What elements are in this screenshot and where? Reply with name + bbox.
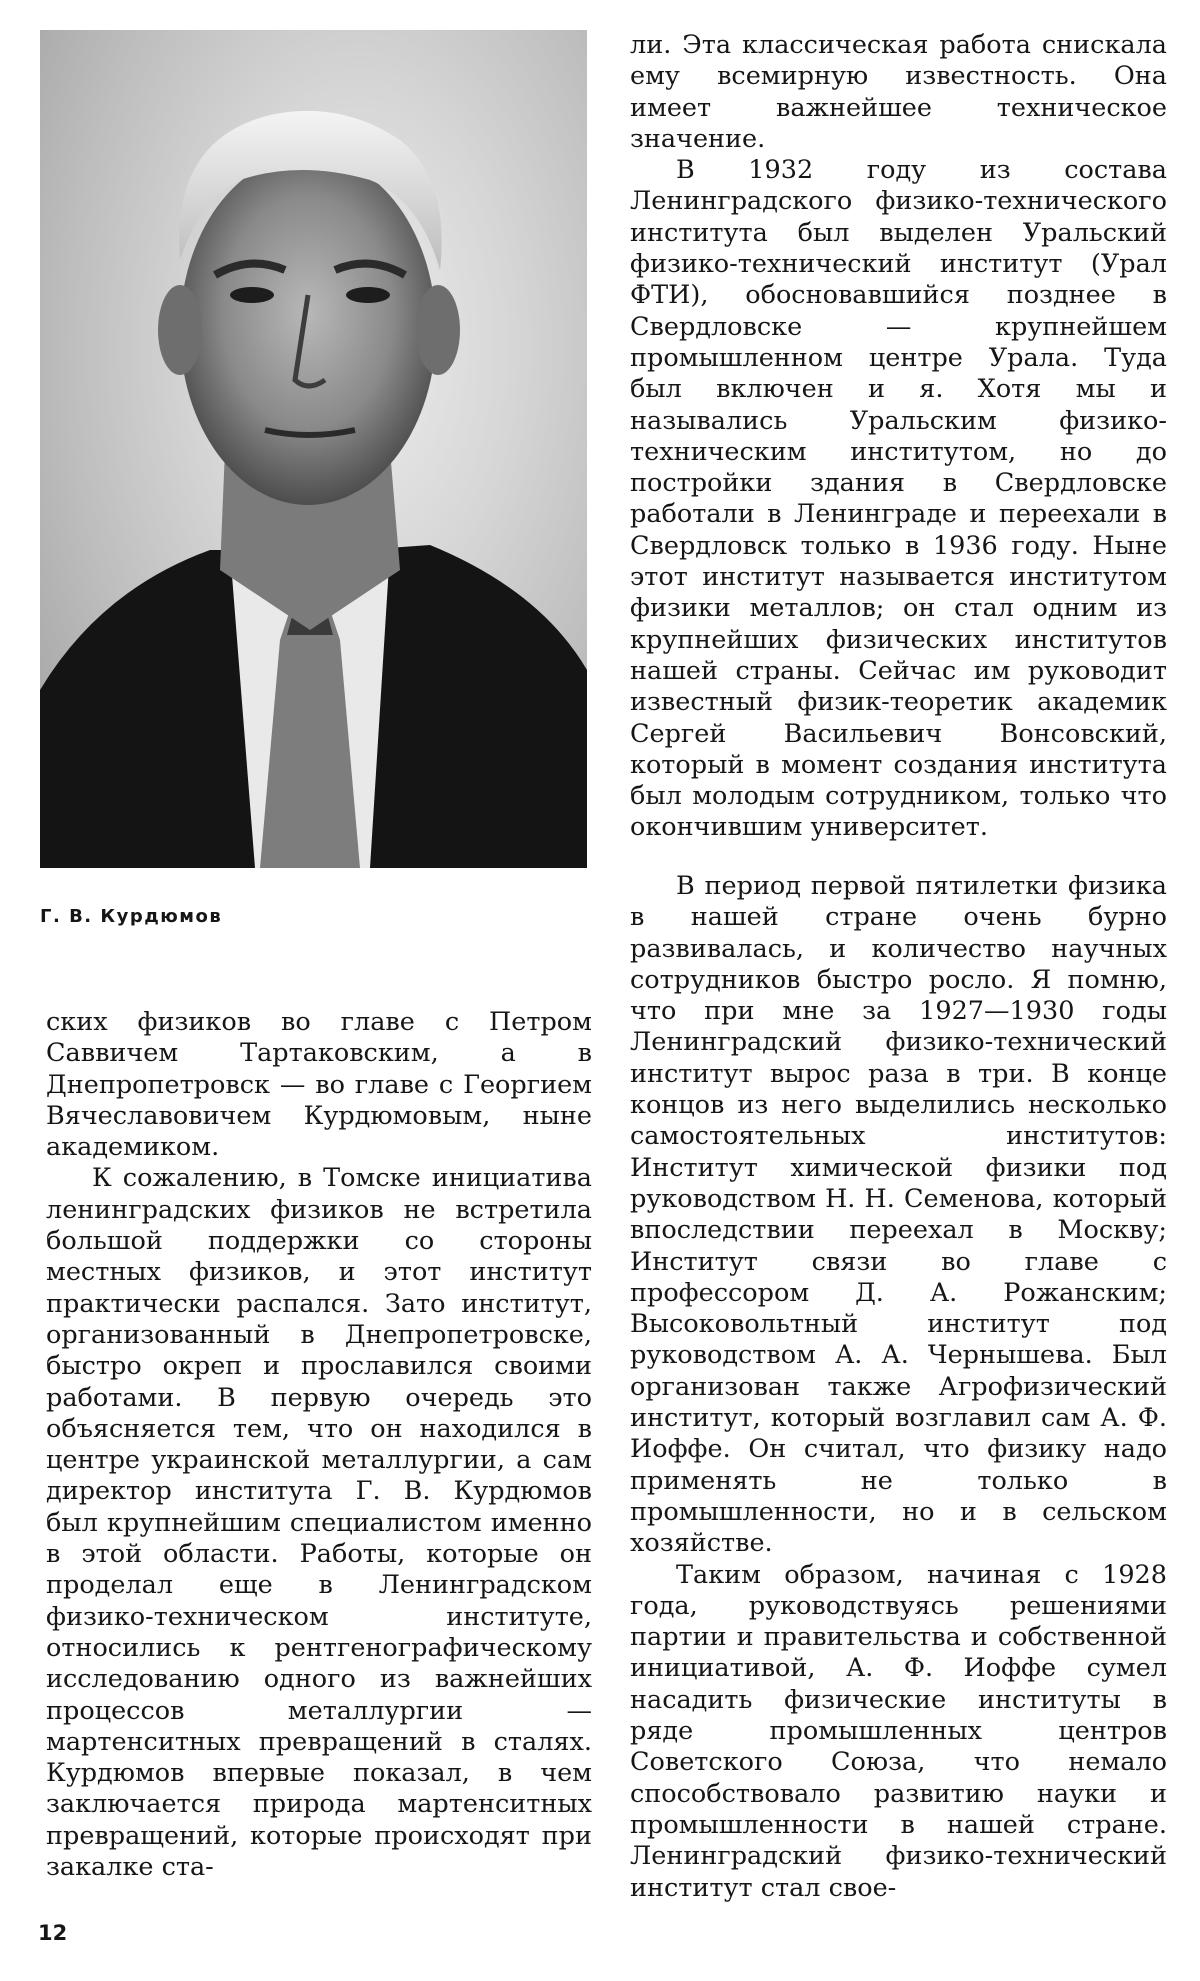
portrait-illustration xyxy=(40,30,587,868)
text-column-right-top xyxy=(630,30,1167,844)
portrait-photo xyxy=(40,30,587,868)
text-column-right-bottom xyxy=(630,871,1167,1904)
text-column-left xyxy=(46,1007,592,1883)
paragraph: ли. Эта классическая работа снискала ему всемирную известность. Она имеет важнейшее техническое значение. xyxy=(630,30,1167,154)
paragraph: ских физиков во главе с Петром Саввичем Тартаковским, а в Днепропетровск — во главе с Георгием Вячеславовичем Курдюмовым, ныне академиком. xyxy=(46,1007,592,1163)
paragraph: К сожалению, в Томске инициатива ленинградских физиков не встретила большой поддержки со стороны местных физиков, и этот институт практически распался. Зато институт, организованный в Днепропетровске, быстро окреп и прославился своими работами. В первую очередь это объясняется тем, что он находился в центре украинской металлургии, а сам директор института Г. В. Курдюмов был крупнейшим специалистом именно в этой области. Работы, которые он проделал еще в Ленинградском физико-техническом институте, относились к рентгенографическому исследованию одного из важнейших процессов металлургии — мартенситных превращений в сталях. Курдюмов впервые показал, в чем заключается природа мартенситных превращений, которые происходят при закалке ста- xyxy=(46,1163,592,1883)
photo-caption: Г. В. Курдюмов xyxy=(40,906,223,927)
paragraph: В период первой пятилетки физика в нашей стране очень бурно развивалась, и количество научных сотрудников быстро росло. Я помню, что при мне за 1927—1930 годы Ленинградский физико-технический институт вырос раза в три. В конце концов из него выделились несколько самостоятельных институтов: Институт химической физики под руководством Н. Н. Семенова, который впоследствии переехал в Москву; Институт связи во главе с профессором Д. А. Рожанским; Высоковольтный институт под руководством А. А. Чернышева. Был организован также Агрофизический институт, который возглавил сам А. Ф. Иоффе. Он считал, что физику надо применять не только в промышленности, но и в сельском хозяйстве. xyxy=(630,871,1167,1559)
paragraph: В 1932 году из состава Ленинградского физико-технического института был выделен Уральский физико-технический институт (Урал ФТИ), обосновавшийся позднее в Свердловске — крупнейшем промышленном центре Урала. Туда был включен и я. Хотя мы и назывались Уральским физико-техническим институтом, но до постройки здания в Свердловске работали в Ленинграде и переехали в Свердловск только в 1936 году. Ныне этот институт называется институтом физики металлов; он стал одним из крупнейших физических институтов нашей страны. Сейчас им руководит известный физик-теоретик академик Сергей Васильевич Вонсовский, который в момент создания института был молодым сотрудником, только что окончившим университет. xyxy=(630,155,1167,843)
page-number: 12 xyxy=(38,1921,68,1945)
paragraph: Таким образом, начиная с 1928 года, руководствуясь решениями партии и правительства и собственной инициативой, А. Ф. Иоффе сумел насадить физические институты в ряде промышленных центров Советского Союза, что немало способствовало развитию науки и промышленности в нашей стране. Ленинградский физико-технический институт стал свое- xyxy=(630,1559,1167,1903)
